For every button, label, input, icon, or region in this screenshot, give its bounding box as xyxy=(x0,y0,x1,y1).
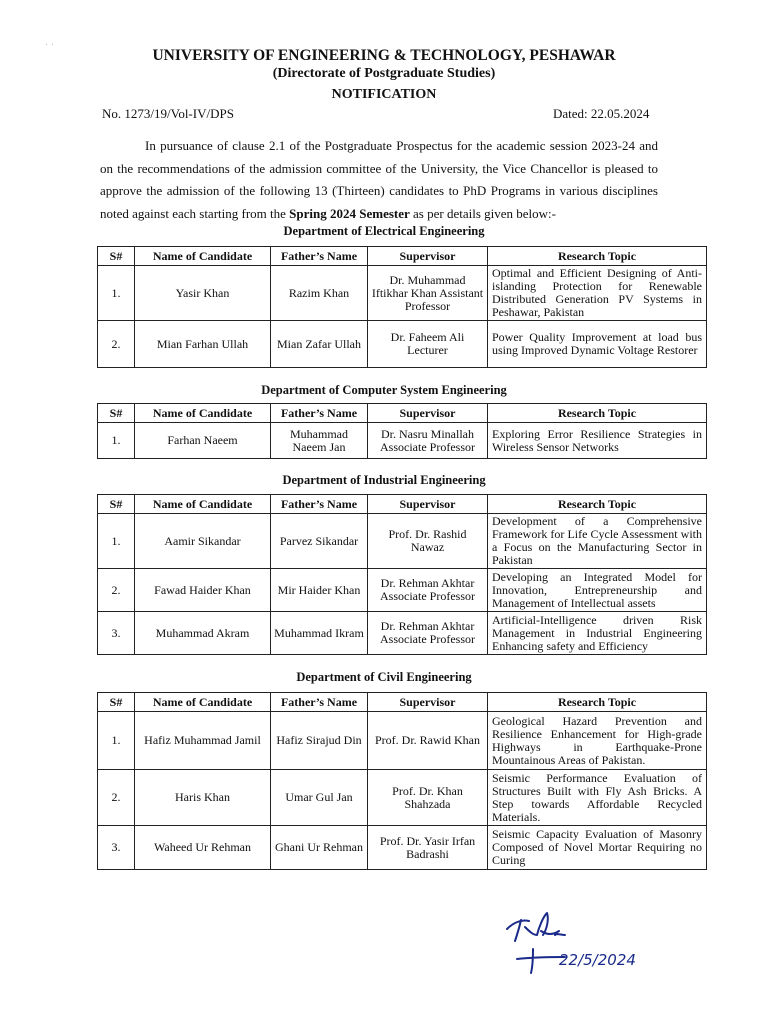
intro-semester: Spring 2024 Semester xyxy=(289,205,410,221)
col-sno: S# xyxy=(98,693,135,712)
cell-sno: 2. xyxy=(98,770,135,826)
cell-topic: Seismic Performance Evaluation of Structures Built with Fly Ash Bricks. A Step towards Affordable Recycled Materials. xyxy=(488,770,707,826)
cell-topic: Exploring Error Resilience Strategies in Wireless Sensor Networks xyxy=(488,423,707,459)
cell-sno: 2. xyxy=(98,569,135,612)
cell-name: Hafiz Muhammad Jamil xyxy=(135,712,271,770)
cell-father: Muhammad Naeem Jan xyxy=(271,423,368,459)
table-header-row xyxy=(98,495,707,514)
cell-name: Yasir Khan xyxy=(135,266,271,321)
col-father: Father’s Name xyxy=(271,495,368,514)
table-row xyxy=(98,423,707,459)
dept-title-civil: Department of Civil Engineering xyxy=(296,670,472,684)
reference-number: No. 1273/19/Vol-IV/DPS xyxy=(102,106,234,121)
table-row xyxy=(98,612,707,655)
cell-supervisor: Prof. Dr. Khan Shahzada xyxy=(368,770,488,826)
table-electrical xyxy=(97,246,707,368)
col-father: Father’s Name xyxy=(271,693,368,712)
col-name: Name of Candidate xyxy=(135,693,271,712)
notification-date: Dated: 22.05.2024 xyxy=(553,106,650,121)
dept-title-electrical: Department of Electrical Engineering xyxy=(283,224,485,238)
cell-father: Hafiz Sirajud Din xyxy=(271,712,368,770)
cell-name: Farhan Naeem xyxy=(135,423,271,459)
table-row xyxy=(98,266,707,321)
signature-date: 22/5/2024 xyxy=(559,951,636,969)
cell-supervisor: Prof. Dr. Yasir Irfan Badrashi xyxy=(368,826,488,870)
cell-sno: 1. xyxy=(98,423,135,459)
cell-father: Muhammad Ikram xyxy=(271,612,368,655)
dept-title-industrial: Department of Industrial Engineering xyxy=(282,473,486,487)
cell-father: Umar Gul Jan xyxy=(271,770,368,826)
cell-name: Muhammad Akram xyxy=(135,612,271,655)
col-father: Father’s Name xyxy=(271,404,368,423)
col-sno: S# xyxy=(98,495,135,514)
intro-paragraph xyxy=(100,135,658,225)
date-underline-stroke xyxy=(517,949,565,973)
document-title: NOTIFICATION xyxy=(331,87,437,102)
col-father: Father’s Name xyxy=(271,247,368,266)
table-row xyxy=(98,321,707,368)
col-supervisor: Supervisor xyxy=(368,693,488,712)
cell-father: Ghani Ur Rehman xyxy=(271,826,368,870)
cell-father: Razim Khan xyxy=(271,266,368,321)
cell-father: Mir Haider Khan xyxy=(271,569,368,612)
col-sno: S# xyxy=(98,247,135,266)
cell-topic: Power Quality Improvement at load bus using Improved Dynamic Voltage Restorer xyxy=(488,321,707,368)
cell-supervisor: Dr. Nasru Minallah Associate Professor xyxy=(368,423,488,459)
cell-topic: Developing an Integrated Model for Innovation, Entrepreneurship and Management of Intellectual assets xyxy=(488,569,707,612)
col-name: Name of Candidate xyxy=(135,404,271,423)
col-name: Name of Candidate xyxy=(135,247,271,266)
cell-sno: 3. xyxy=(98,612,135,655)
table-header-row xyxy=(98,693,707,712)
cell-supervisor: Prof. Dr. Rashid Nawaz xyxy=(368,514,488,569)
table-row xyxy=(98,569,707,612)
table-row xyxy=(98,770,707,826)
cell-topic: Seismic Capacity Evaluation of Masonry Composed of Novel Mortar Requiring no Curing xyxy=(488,826,707,870)
cell-supervisor: Dr. Muhammad Iftikhar Khan Assistant Professor xyxy=(368,266,488,321)
directorate-name: (Directorate of Postgraduate Studies) xyxy=(272,66,496,81)
table-computer-system xyxy=(97,403,707,459)
cell-sno: 2. xyxy=(98,321,135,368)
col-topic: Research Topic xyxy=(488,247,707,266)
table-row xyxy=(98,514,707,569)
university-name: UNIVERSITY OF ENGINEERING & TECHNOLOGY, PESHAWAR xyxy=(152,47,616,64)
cell-topic: Development of a Comprehensive Framework for Life Cycle Assessment with a Focus on the Manufacturing Sector in Pakistan xyxy=(488,514,707,569)
cell-topic: Geological Hazard Prevention and Resilience Enhancement for High-grade Highways in Earthquake-Prone Mountainous Areas of Pakistan. xyxy=(488,712,707,770)
cell-supervisor: Dr. Rehman Akhtar Associate Professor xyxy=(368,569,488,612)
col-topic: Research Topic xyxy=(488,693,707,712)
signature-stroke xyxy=(507,913,565,941)
col-topic: Research Topic xyxy=(488,495,707,514)
cell-sno: 3. xyxy=(98,826,135,870)
cell-name: Fawad Haider Khan xyxy=(135,569,271,612)
intro-text-1: In pursuance of clause 2.1 of the Postgraduate Prospectus for the academic session 2023-24 and on the recommendations of the admission committee of the University, the Vice Chancellor is pleased to approve the admission of the following 13 (Thirteen) candidates to PhD Programs in various disciplines noted against each starting from the xyxy=(100,138,658,221)
cell-sno: 1. xyxy=(98,514,135,569)
table-industrial xyxy=(97,494,707,655)
table-header-row xyxy=(98,404,707,423)
table-header-row xyxy=(98,247,707,266)
cell-topic: Optimal and Efficient Designing of Anti-islanding Protection for Renewable Distributed Generation PV Systems in Peshawar, Pakistan xyxy=(488,266,707,321)
intro-text-2: as per details given below:- xyxy=(409,205,556,221)
cell-sno: 1. xyxy=(98,712,135,770)
dept-title-computer-system: Department of Computer System Engineering xyxy=(261,383,507,397)
handwritten-signature xyxy=(495,905,655,980)
cell-name: Haris Khan xyxy=(135,770,271,826)
scan-mark: · · xyxy=(45,40,55,51)
col-sno: S# xyxy=(98,404,135,423)
col-supervisor: Supervisor xyxy=(368,404,488,423)
cell-name: Aamir Sikandar xyxy=(135,514,271,569)
cell-name: Waheed Ur Rehman xyxy=(135,826,271,870)
cell-supervisor: Dr. Rehman Akhtar Associate Professor xyxy=(368,612,488,655)
col-topic: Research Topic xyxy=(488,404,707,423)
cell-father: Parvez Sikandar xyxy=(271,514,368,569)
table-civil xyxy=(97,692,707,870)
col-supervisor: Supervisor xyxy=(368,495,488,514)
col-name: Name of Candidate xyxy=(135,495,271,514)
cell-supervisor: Dr. Faheem Ali Lecturer xyxy=(368,321,488,368)
cell-topic: Artificial-Intelligence driven Risk Management in Industrial Engineering Enhancing safety and Efficiency xyxy=(488,612,707,655)
col-supervisor: Supervisor xyxy=(368,247,488,266)
cell-name: Mian Farhan Ullah xyxy=(135,321,271,368)
table-row xyxy=(98,712,707,770)
cell-sno: 1. xyxy=(98,266,135,321)
table-row xyxy=(98,826,707,870)
cell-father: Mian Zafar Ullah xyxy=(271,321,368,368)
cell-supervisor: Prof. Dr. Rawid Khan xyxy=(368,712,488,770)
